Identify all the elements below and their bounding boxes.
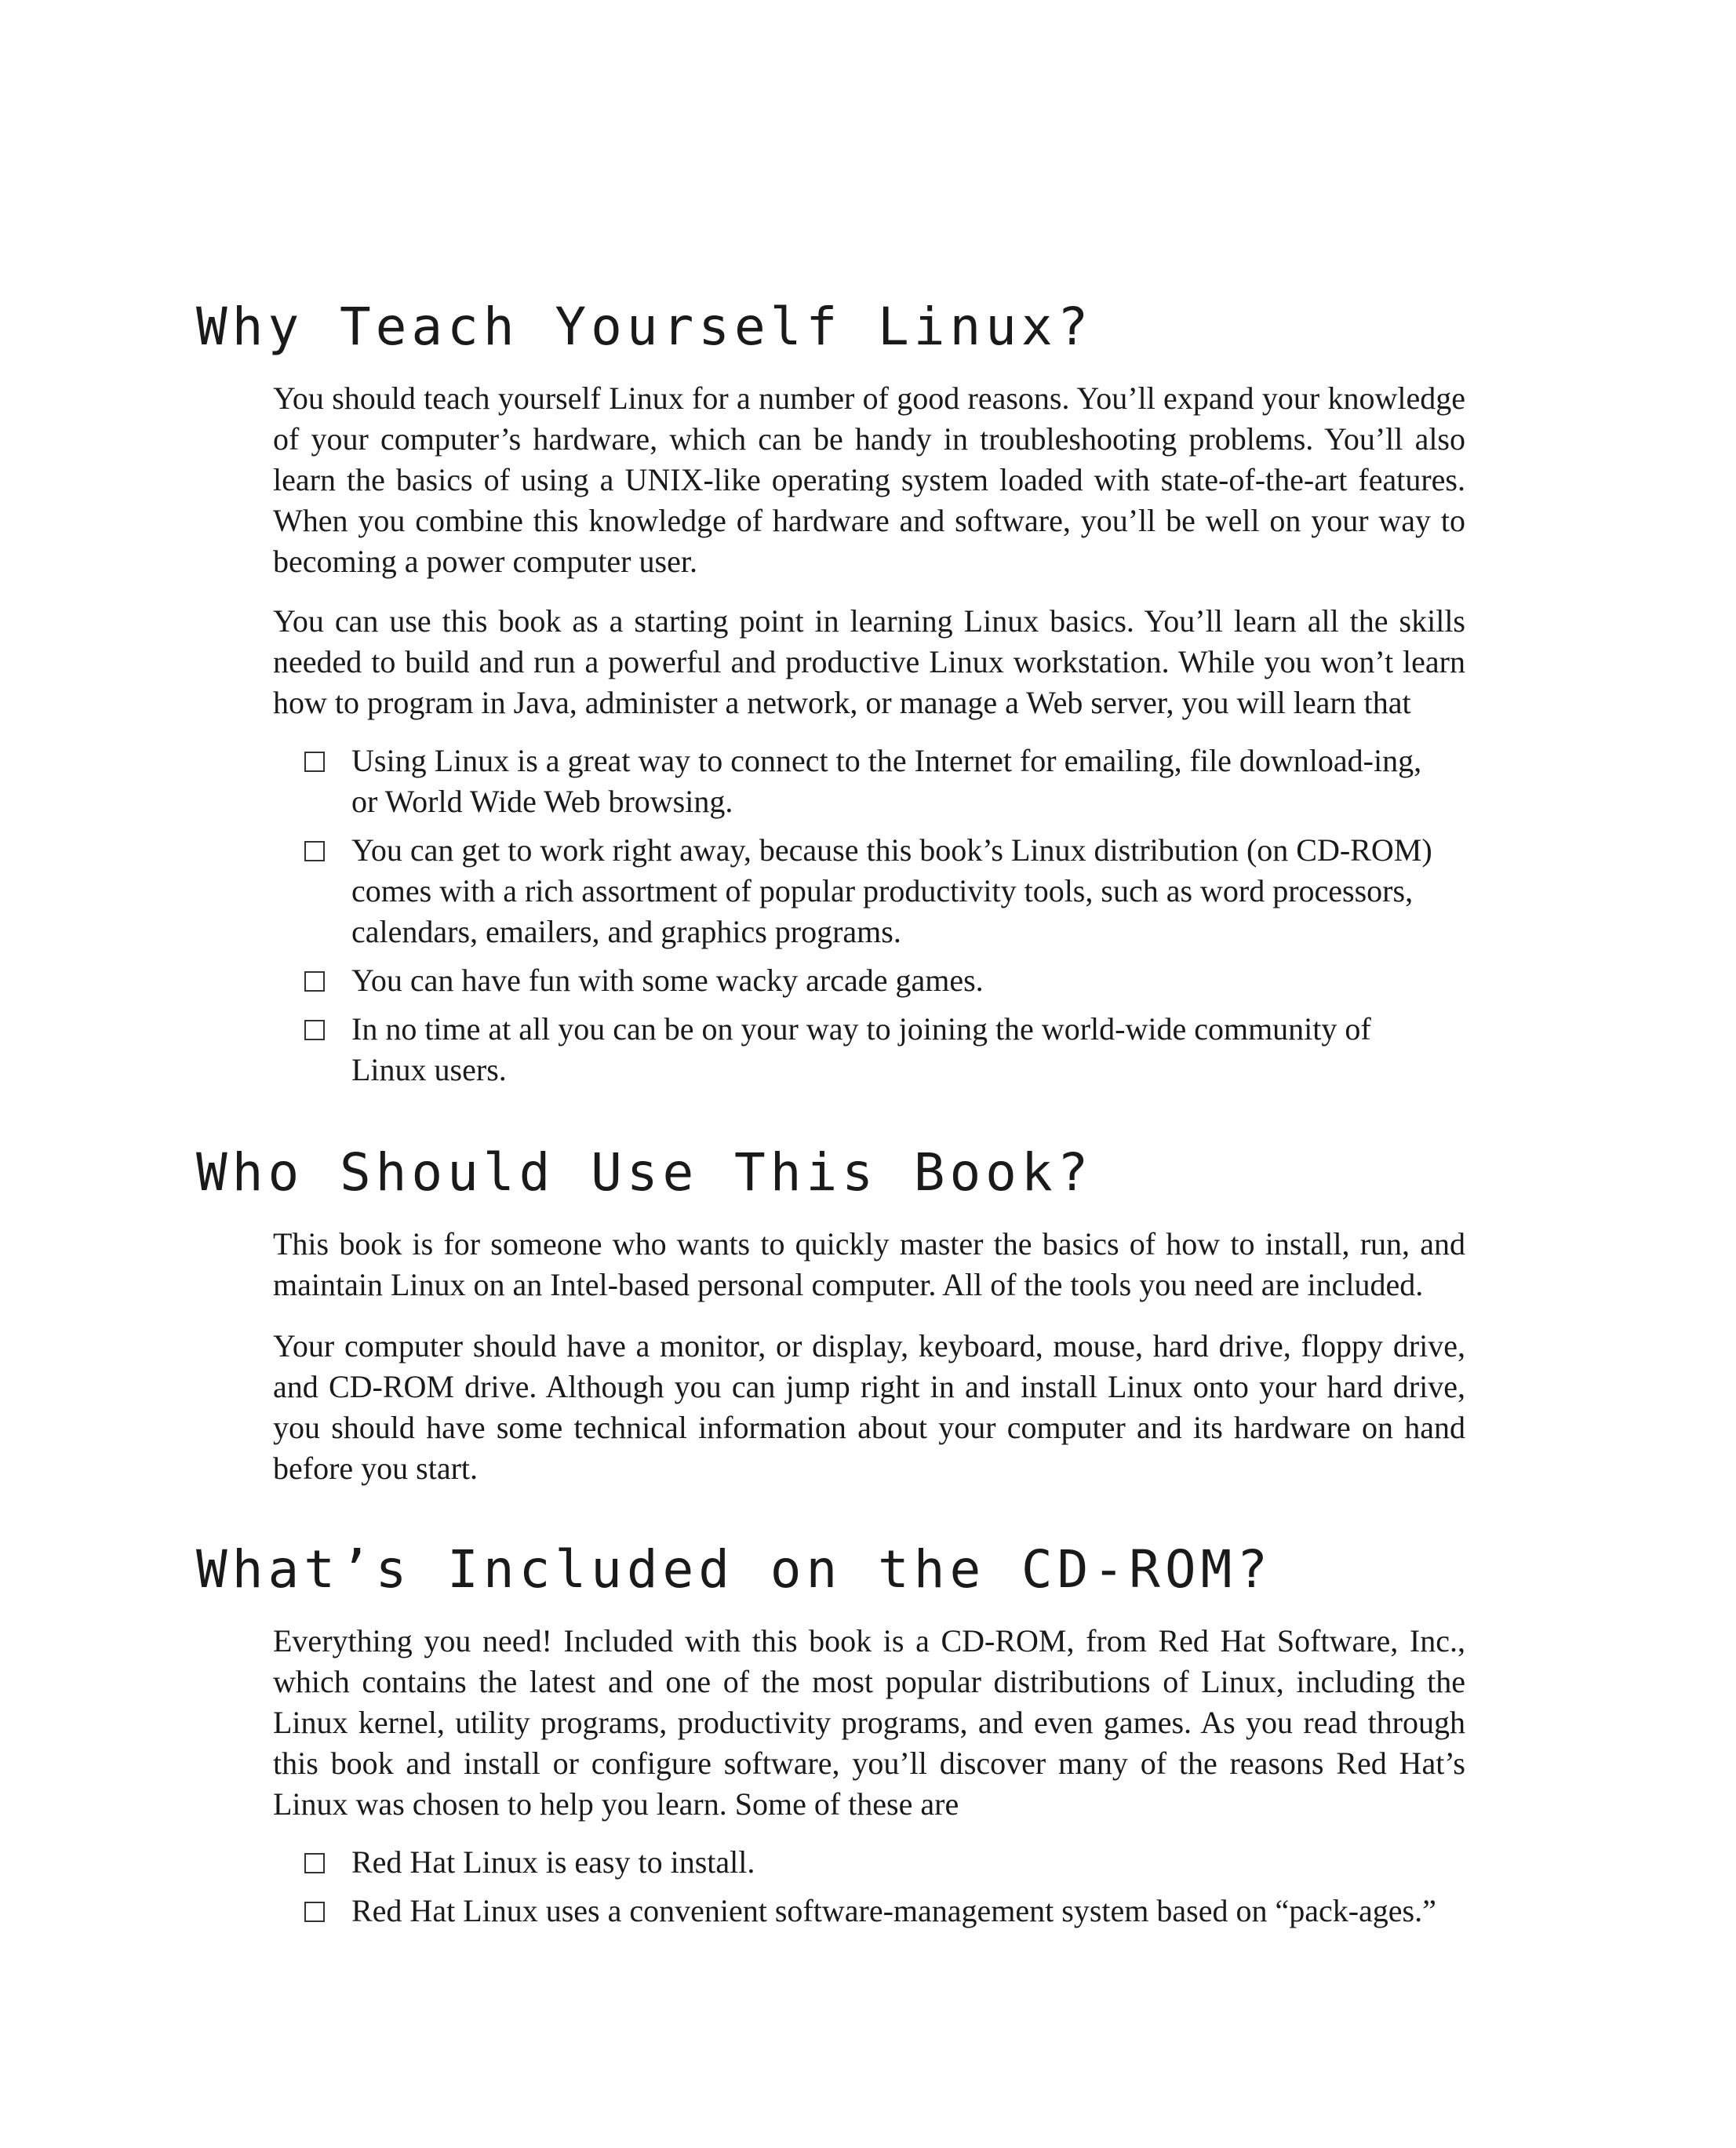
checkbox-bullet-icon bbox=[304, 841, 325, 861]
checkbox-bullet-icon bbox=[304, 1853, 325, 1873]
list-item-text: You can get to work right away, because this book’s Linux distribution (on CD-ROM) comes with a rich assortment of popular productivity tools, such as word processors, calendars, emailers, and graphics programs. bbox=[351, 832, 1432, 949]
list-item-text: Red Hat Linux is easy to install. bbox=[351, 1844, 755, 1880]
paragraph-starting-point: You can use this book as a starting point in learning Linux basics. You’ll learn all the skills needed to build and run a powerful and productive Linux workstation. While you won’t learn how to program in Java, administer a network, or manage a Web server, you will learn that bbox=[273, 603, 1465, 720]
paragraph-requirements: Your computer should have a monitor, or display, keyboard, mouse, hard drive, floppy drive, and CD-ROM drive. Although you can jump right in and install Linux onto your hard drive, you should have some technical information about your computer and its hardware on hand before you start. bbox=[273, 1328, 1465, 1486]
heading-why-teach-yourself-linux: Why Teach Yourself Linux? bbox=[196, 297, 1094, 357]
list-item-text: Using Linux is a great way to connect to the Internet for emailing, file download-ing, or World Wide Web browsing. bbox=[351, 743, 1422, 819]
bullet-list-red-hat-features bbox=[302, 1842, 1447, 1931]
paragraph-audience: This book is for someone who wants to quickly master the basics of how to install, run, and maintain Linux on an Intel-based personal computer. All of the tools you need are included. bbox=[273, 1226, 1465, 1302]
checkbox-bullet-icon bbox=[304, 1020, 325, 1040]
checkbox-bullet-icon bbox=[304, 752, 325, 772]
list-item bbox=[302, 1891, 1447, 1931]
list-item-text: In no time at all you can be on your way to joining the world-wide community of Linux users. bbox=[351, 1011, 1371, 1087]
checkbox-bullet-icon bbox=[304, 1902, 325, 1922]
checkbox-bullet-icon bbox=[304, 971, 325, 992]
list-item bbox=[302, 741, 1447, 822]
list-item-text: You can have fun with some wacky arcade games. bbox=[351, 963, 984, 998]
heading-who-should-use-this-book: Who Should Use This Book? bbox=[196, 1142, 1094, 1203]
bullet-list-benefits bbox=[302, 741, 1447, 1090]
list-item bbox=[302, 830, 1447, 952]
paragraph-cd-rom-contents: Everything you need! Included with this book is a CD-ROM, from Red Hat Software, Inc., which contains the latest and one of the most popular distributions of Linux, including the Linux kernel, utility programs, productivity programs, and even games. As you read through this book and install or configure software, you’ll discover many of the reasons Red Hat’s Linux was chosen to help you learn. Some of these are bbox=[273, 1623, 1465, 1822]
list-item bbox=[302, 960, 1447, 1001]
paragraph-reasons: You should teach yourself Linux for a number of good reasons. You’ll expand your knowledge of your computer’s hardware, which can be handy in troubleshooting problems. You’ll also learn the basics of using a UNIX-like operating system loaded with state-of-the-art features. When you combine this knowledge of hardware and software, you’ll be well on your way to becoming a power computer user. bbox=[273, 380, 1465, 579]
list-item bbox=[302, 1842, 1447, 1883]
list-item-text: Red Hat Linux uses a convenient software-management system based on “pack-ages.” bbox=[351, 1893, 1436, 1928]
heading-whats-included-on-cd-rom: What’s Included on the CD-ROM? bbox=[196, 1539, 1273, 1600]
list-item bbox=[302, 1009, 1447, 1090]
